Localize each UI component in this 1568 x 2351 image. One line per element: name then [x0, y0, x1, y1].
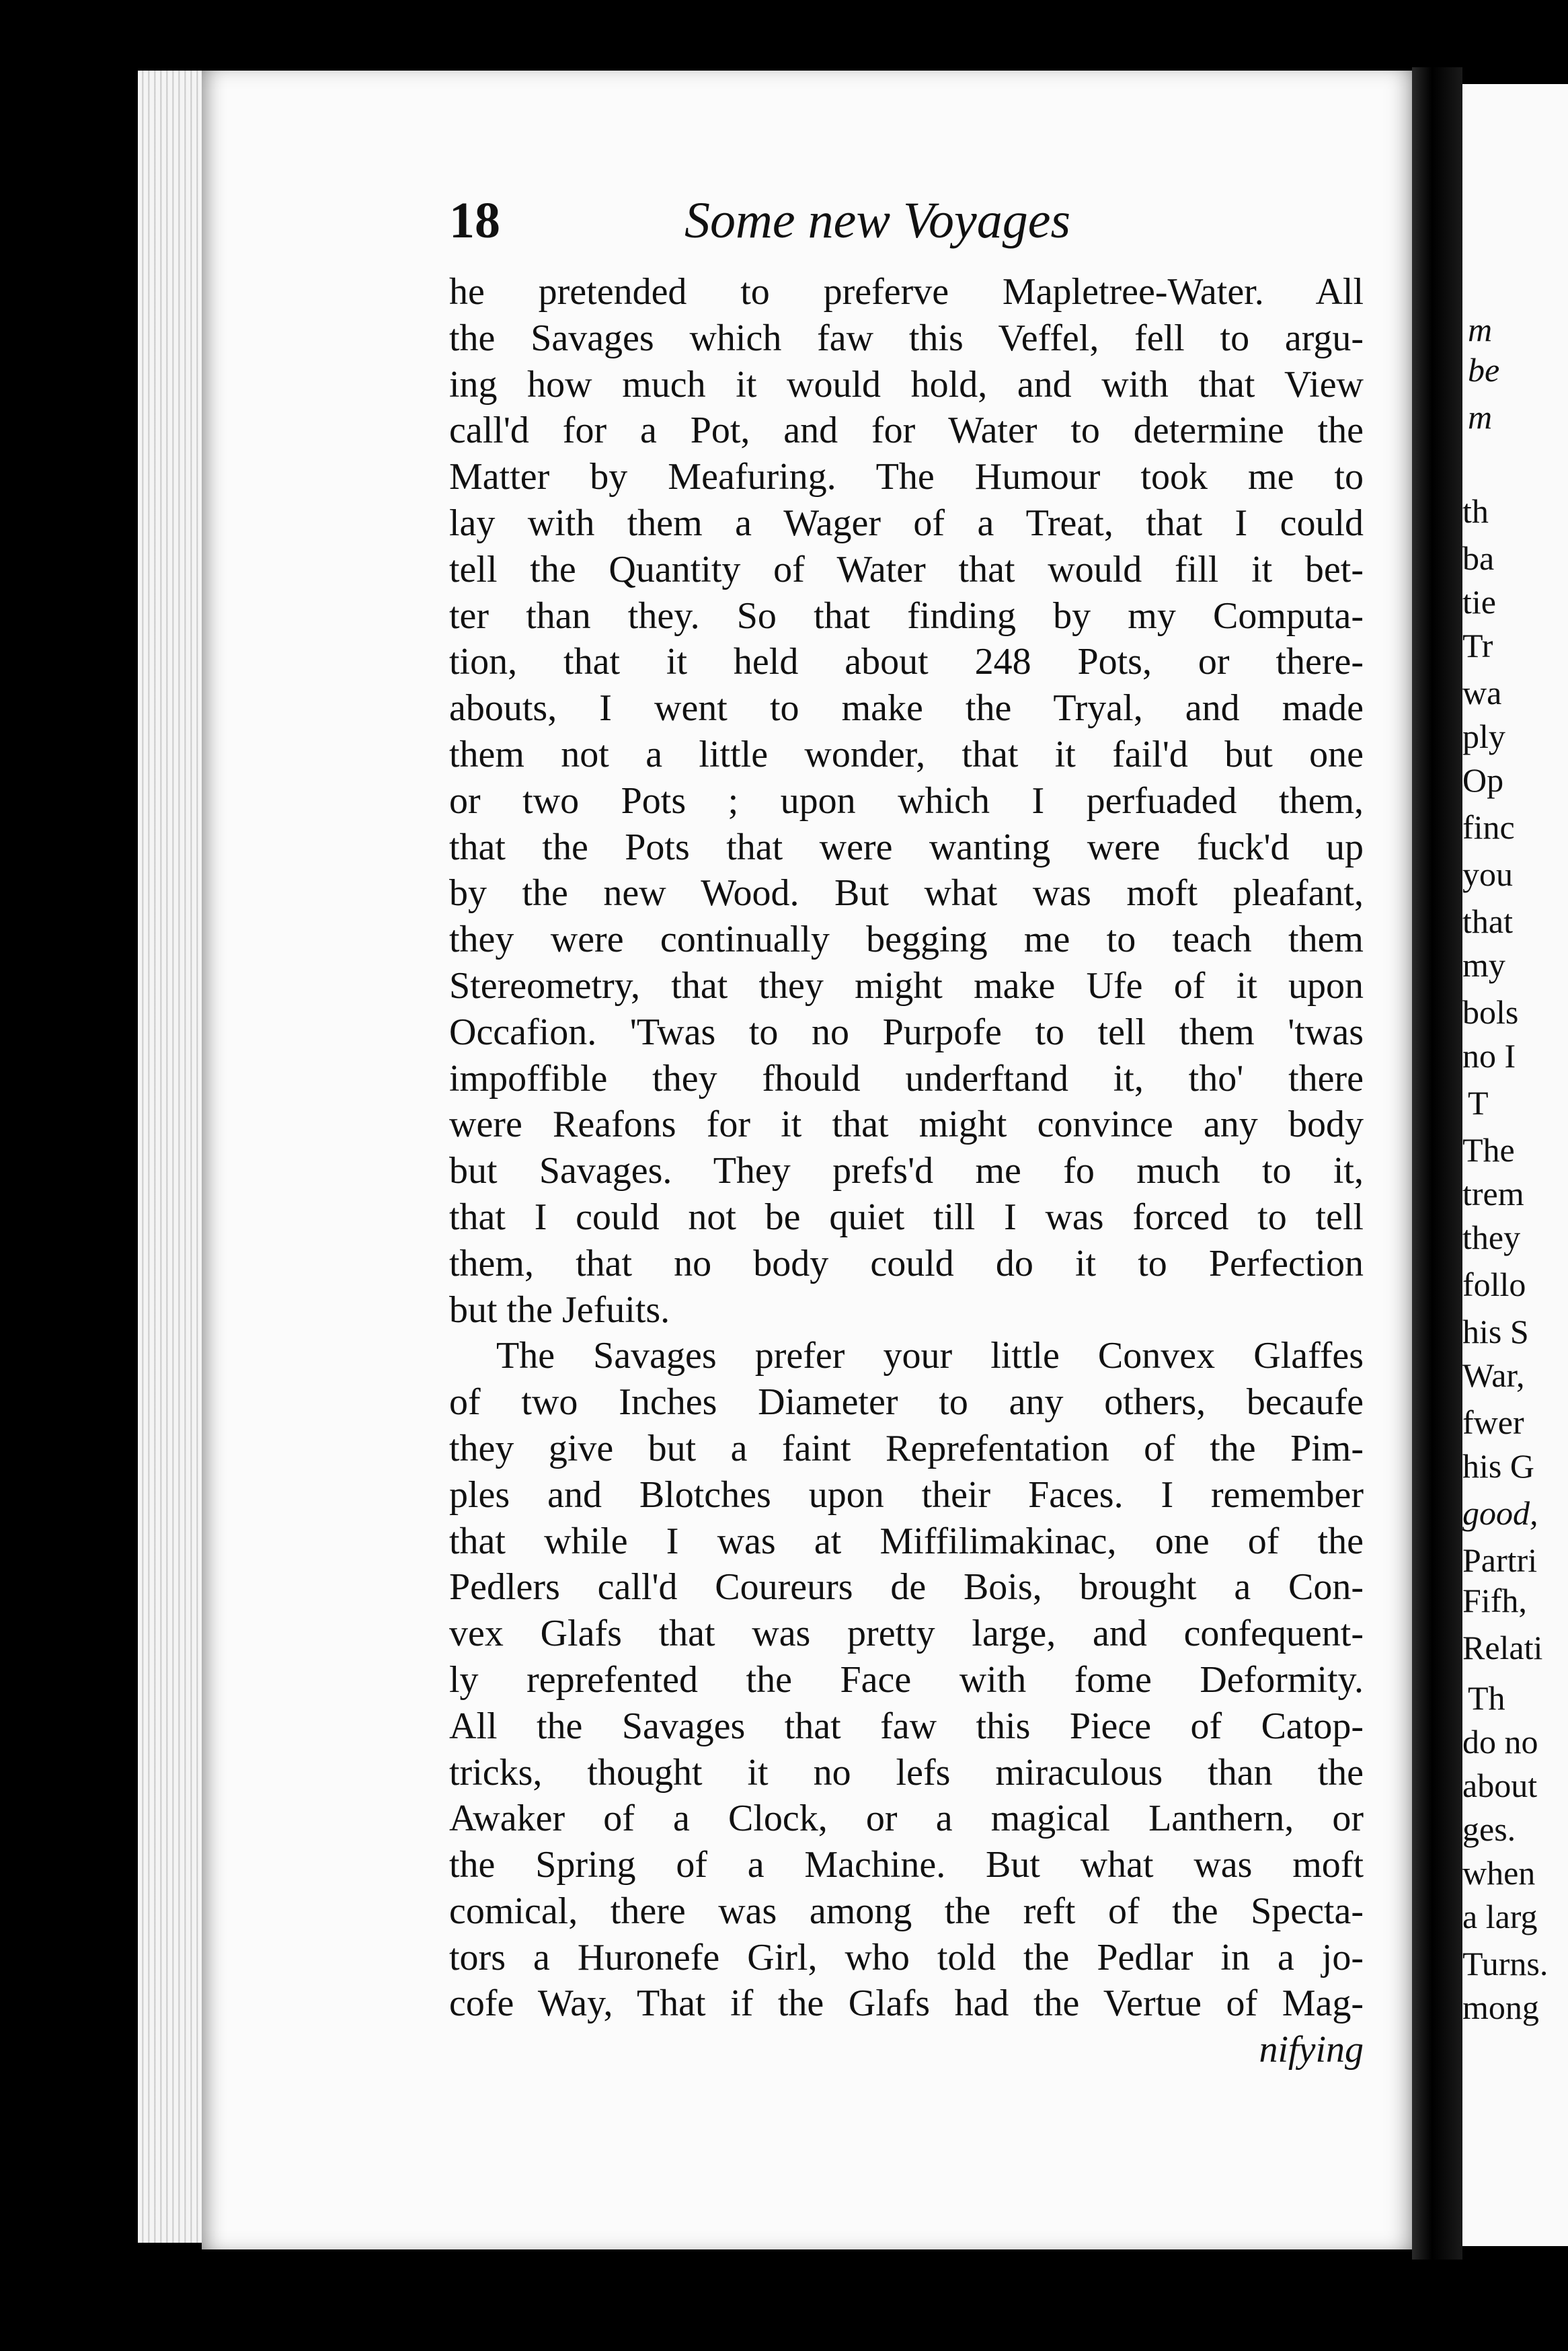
- facing-page-line: that: [1462, 902, 1513, 940]
- page-number: 18: [449, 192, 500, 249]
- text-line: abouts, I went to make the Tryal, and made: [449, 687, 1364, 730]
- facing-page-line: m: [1468, 311, 1493, 348]
- facing-page-line: tie: [1462, 583, 1496, 621]
- text-line: vex Glafs that was pretty large, and confequent-: [449, 1613, 1364, 1655]
- facing-page-line: about: [1462, 1767, 1538, 1804]
- facing-page-line: a larg: [1462, 1898, 1538, 1935]
- text-line: The Savages prefer your little Convex Glaffes: [496, 1335, 1364, 1377]
- text-line: Pedlers call'd Coureurs de Bois, brought a Con-: [449, 1566, 1364, 1609]
- facing-page-line: follo: [1462, 1266, 1526, 1303]
- body-text: [449, 269, 1364, 2073]
- facing-page-line: Fifh,: [1462, 1582, 1527, 1619]
- text-line: comical, there was among the reft of the Specta-: [449, 1890, 1364, 1932]
- facing-page-line: mong: [1462, 1989, 1539, 2026]
- text-line: tion, that it held about 248 Pots, or there-: [449, 641, 1364, 683]
- text-line: the Spring of a Machine. But what was moft: [449, 1844, 1364, 1886]
- text-line: that the Pots that were wanting were fuck'd up: [449, 826, 1364, 868]
- facing-page-line: T: [1468, 1084, 1489, 1122]
- facing-page-line: The: [1462, 1131, 1515, 1169]
- text-line: Occafion. 'Twas to no Purpofe to tell them 'twas: [449, 1011, 1364, 1053]
- facing-page-line: Op: [1462, 761, 1504, 799]
- page-header: [449, 192, 1364, 252]
- text-line: tell the Quantity of Water that would fill it bet-: [449, 548, 1364, 590]
- facing-page-line: finc: [1462, 808, 1515, 846]
- text-line: ter than they. So that finding by my Computa-: [449, 594, 1364, 637]
- text-line: of two Inches Diameter to any others, becaufe: [449, 1381, 1364, 1424]
- facing-page-line: War,: [1462, 1356, 1525, 1394]
- text-line: but the Jefuits.: [449, 1288, 670, 1331]
- facing-page-line: wa: [1462, 674, 1502, 711]
- text-line: he pretended to preferve Mapletree-Water. All: [449, 271, 1364, 313]
- facing-page-line: Tr: [1462, 627, 1493, 664]
- text-line: ly reprefented the Face with fome Deformity.: [449, 1658, 1364, 1701]
- facing-page-line: ply: [1462, 718, 1505, 755]
- facing-page-line: trem: [1462, 1175, 1524, 1212]
- facing-page-line: when: [1462, 1854, 1536, 1892]
- text-line: call'd for a Pot, and for Water to determine the: [449, 410, 1364, 452]
- text-line: the Savages which faw this Veffel, fell to argu-: [449, 317, 1364, 359]
- facing-page-line: no I: [1462, 1037, 1516, 1075]
- catchword: nifying: [1259, 2029, 1364, 2071]
- text-line: lay with them a Wager of a Treat, that I could: [449, 502, 1364, 544]
- facing-page-line: th: [1462, 492, 1489, 530]
- facing-page-line: Turns.: [1462, 1945, 1549, 1982]
- text-line: tricks, thought it no lefs miraculous than the: [449, 1751, 1364, 1794]
- facing-page-line: his G: [1462, 1447, 1534, 1485]
- facing-page-line: Relati: [1462, 1629, 1543, 1666]
- text-line: that I could not be quiet till I was forced to tell: [449, 1196, 1364, 1238]
- text-line: by the new Wood. But what was moft pleafant,: [449, 872, 1364, 915]
- text-line: or two Pots ; upon which I perfuaded them,: [449, 779, 1364, 822]
- facing-page-line: fwer: [1462, 1403, 1524, 1441]
- facing-page-line: his S: [1462, 1313, 1529, 1350]
- facing-page-line: good,: [1462, 1494, 1538, 1532]
- text-line: ples and Blotches upon their Faces. I remember: [449, 1473, 1364, 1516]
- book-gutter: [1412, 67, 1462, 2260]
- text-line: impoffible they fhould underftand it, tho' there: [449, 1057, 1364, 1100]
- text-line: Awaker of a Clock, or a magical Lanthern, or: [449, 1798, 1364, 1840]
- text-line: were Reafons for it that might convince any body: [449, 1104, 1364, 1146]
- facing-page-line: m: [1468, 398, 1493, 436]
- facing-page-line: you: [1462, 855, 1513, 893]
- text-line: All the Savages that faw this Piece of Catop-: [449, 1705, 1364, 1747]
- facing-page-line: ba: [1462, 539, 1495, 577]
- facing-page-line: bols: [1462, 993, 1519, 1031]
- facing-page-line: do no: [1462, 1723, 1538, 1761]
- facing-page-line: ges.: [1462, 1810, 1516, 1848]
- text-line: they were continually begging me to teach them: [449, 919, 1364, 961]
- text-line: ing how much it would hold, and with that View: [449, 363, 1364, 406]
- text-line: that while I was at Miffilimakinac, one of the: [449, 1520, 1364, 1562]
- text-line: but Savages. They prefs'd me fo much to it,: [449, 1150, 1364, 1192]
- text-line: Stereometry, that they might make Ufe of it upon: [449, 964, 1364, 1007]
- text-line: they give but a faint Reprefentation of the Pim-: [449, 1427, 1364, 1469]
- facing-page-line: they: [1462, 1219, 1521, 1256]
- facing-page-fragment: [1462, 84, 1568, 2246]
- text-line: Matter by Meafuring. The Humour took me to: [449, 456, 1364, 498]
- facing-page-line: Partri: [1462, 1541, 1538, 1579]
- text-line: them, that no body could do it to Perfection: [449, 1242, 1364, 1284]
- text-line: tors a Huronefe Girl, who told the Pedlar in a jo-: [449, 1936, 1364, 1978]
- facing-page-line: Th: [1468, 1679, 1505, 1717]
- facing-page-line: be: [1468, 351, 1500, 389]
- text-line: them not a little wonder, that it fail'd but one: [449, 733, 1364, 775]
- running-title: Some new Voyages: [684, 192, 1071, 249]
- text-line: cofe Way, That if the Glafs had the Vertue of Mag-: [449, 1982, 1364, 2025]
- facing-page-line: my: [1462, 946, 1505, 984]
